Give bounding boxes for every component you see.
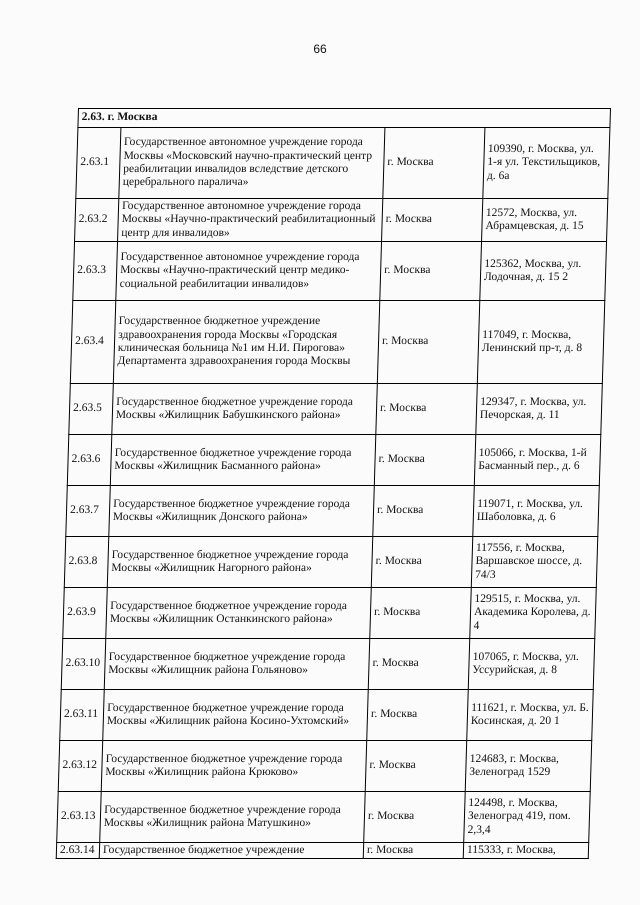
row-number: 2.63.6 [67,435,112,486]
table-row [69,384,603,435]
organization-name: Государственное бюджетное учреждение города Москвы «Жилищник Донского района» [109,486,375,537]
city: г. Москва [383,128,485,199]
organization-name: Государственное бюджетное учреждение города Москвы «Жилищник Басманного района» [110,435,376,486]
city: г. Москва [382,199,483,242]
city: г. Москва [368,639,470,690]
address: 124683, г. Москва, Зеленоград 1529 [465,741,592,792]
table-row [67,435,601,486]
organization-name: Государственное бюджетное учреждение города Москвы «Жилищник района Гольяново» [104,639,370,690]
city: г. Москва [365,741,467,792]
organization-name: Государственное бюджетное учреждение города Москвы «Жилищник Нагорного района» [107,537,373,588]
table-row [60,690,594,741]
address: 111621, г. Москва, ул. Б. Косинская, д. 20 1 [467,690,594,741]
row-number: 2.63.11 [60,690,105,741]
row-number: 2.63.1 [76,128,121,199]
city: г. Москва [374,435,476,486]
table-row [76,128,610,199]
section-heading: 2.63. г. Москва [78,109,611,128]
city: г. Москва [377,301,479,384]
address: 119071, г. Москва, ул. Шаболовка, д. 6 [473,486,600,537]
city: г. Москва [380,242,482,301]
address: 105066, г. Москва, 1-й Басманный пер., д. 6 [474,435,601,486]
city: г. Москва [363,843,463,859]
organization-name: Государственное автономное учреждение города Москвы «Московский научно-практический центр реабилитации инвалидов вследствие детского церебрального паралича» [119,128,385,199]
organization-name: Государственное бюджетное учреждение здравоохранения города Москвы «Городская клиническая больница №1 им Н.И. Пирогова» Департамента здравоохранения города Москвы [113,301,379,384]
city: г. Москва [373,486,475,537]
organizations-table [56,108,611,859]
city: г. Москва [376,384,478,435]
city: г. Москва [371,537,473,588]
organization-name: Государственное автономное учреждение города Москвы «Научно-практический реабилитационный центр для инвалидов» [118,199,383,242]
table-row [58,741,592,792]
row-number: 2.63.4 [70,301,115,384]
table-row [73,242,607,301]
address: 129347, г. Москва, ул. Печорская, д. 11 [476,384,603,435]
row-number: 2.63.13 [57,792,102,843]
section-heading-row [78,109,611,128]
table-row [75,199,608,242]
row-number: 2.63.8 [64,537,109,588]
organization-name: Государственное бюджетное учреждение [99,843,363,859]
row-number: 2.63.10 [61,639,106,690]
organization-name: Государственное бюджетное учреждение города Москвы «Жилищник района Косино-Ухтомский» [103,690,369,741]
address: 117049, г. Москва, Ленинский пр-т, д. 8 [477,301,604,384]
organization-name: Государственное бюджетное учреждение города Москвы «Жилищник Останкинского района» [106,588,372,639]
table-row [70,301,604,384]
table-row [61,639,595,690]
organization-name: Государственное бюджетное учреждение города Москвы «Жилищник Бабушкинского района» [112,384,378,435]
city: г. Москва [364,792,466,843]
page-number: 66 [313,42,327,56]
address: 117556, г. Москва, Варшавское шоссе, д. 74/3 [471,537,598,588]
row-number: 2.63.3 [73,242,118,301]
row-number: 2.63.2 [75,199,119,242]
address: 124498, г. Москва, Зеленоград 419, пом. 2,3,4 [464,792,591,843]
row-number: 2.63.7 [66,486,111,537]
city: г. Москва [370,588,472,639]
row-number: 2.63.14 [56,843,99,859]
city: г. Москва [367,690,469,741]
organization-name: Государственное бюджетное учреждение города Москвы «Жилищник района Крюково» [101,741,367,792]
row-number: 2.63.5 [69,384,114,435]
address: 107065, г. Москва, ул. Уссурийская, д. 8 [468,639,595,690]
table-row [63,588,597,639]
row-number: 2.63.9 [63,588,108,639]
address: 109390, г. Москва, ул. 1-я ул. Текстильщиков, д. 6а [483,128,610,199]
address: 115333, г. Москва, [463,843,588,859]
table-row [56,843,588,859]
organization-name: Государственное автономное учреждение города Москвы «Научно-практический центр медико-социальной реабилитации инвалидов» [116,242,382,301]
table-row [64,537,598,588]
address: 125362, Москва, ул. Лодочная, д. 15 2 [480,242,607,301]
address: 129515, г. Москва, ул. Академика Королева, д. 4 [470,588,597,639]
table-row [66,486,600,537]
table-row [57,792,591,843]
organization-name: Государственное бюджетное учреждение города Москвы «Жилищник района Матушкино» [100,792,366,843]
row-number: 2.63.12 [58,741,103,792]
address: 12572, Москва, ул. Абрамцевская, д. 15 [482,199,608,242]
